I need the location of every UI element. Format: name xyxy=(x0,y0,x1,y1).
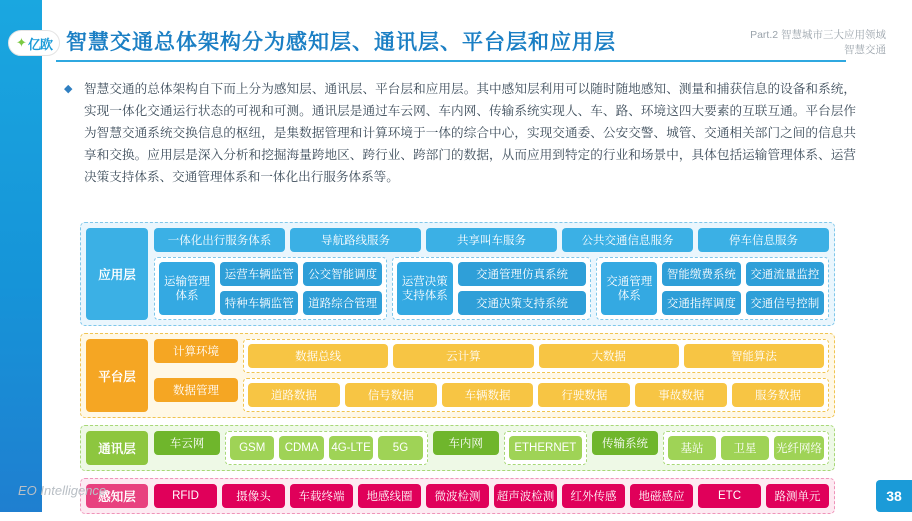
app-service-cell: 公共交通信息服务 xyxy=(562,228,693,252)
platform-cell: 道路数据 xyxy=(248,383,340,407)
communication-row xyxy=(154,431,829,465)
layer-application xyxy=(80,222,835,326)
sensing-cell: 路测单元 xyxy=(766,484,829,508)
body-paragraph xyxy=(66,78,856,188)
app-group-transport xyxy=(154,257,387,320)
platform-row-head: 数据管理 xyxy=(154,378,238,402)
platform-cell: 信号数据 xyxy=(345,383,437,407)
app-service-cell: 一体化出行服务体系 xyxy=(154,228,285,252)
app-group-cell: 交通信号控制 xyxy=(746,291,824,315)
platform-cell: 大数据 xyxy=(539,344,679,368)
app-service-cell: 导航路线服务 xyxy=(290,228,421,252)
layer-communication-label: 通讯层 xyxy=(86,431,148,465)
sensing-cell: ETC xyxy=(698,484,761,508)
application-groups-row xyxy=(154,257,829,320)
leaf-icon: ✦ xyxy=(16,35,27,50)
app-group-label: 交通管理体系 xyxy=(601,262,657,315)
platform-cell: 云计算 xyxy=(393,344,533,368)
architecture-diagram xyxy=(80,222,835,521)
platform-cell: 数据总线 xyxy=(248,344,388,368)
sensing-cell: RFID xyxy=(154,484,217,508)
app-group-cell: 交通决策支持系统 xyxy=(458,291,586,315)
app-group-cell: 智能缴费系统 xyxy=(662,262,740,286)
brand-name: 亿欧 xyxy=(27,36,52,52)
layer-sensing xyxy=(80,478,835,514)
bullet-icon: ◆ xyxy=(64,83,73,95)
comm-cell: 5G xyxy=(378,436,422,460)
app-group-cell: 运营车辆监管 xyxy=(220,262,298,286)
page-number-badge: 38 xyxy=(876,480,912,512)
footer-brand: EO Intelligence xyxy=(18,483,107,498)
header-section-label xyxy=(750,28,886,58)
platform-cell: 智能算法 xyxy=(684,344,824,368)
app-group-cell: 交通管理仿真系统 xyxy=(458,262,586,286)
app-group-label: 运营决策支持体系 xyxy=(397,262,453,315)
comm-group-head: 车内网 xyxy=(433,431,499,455)
page-title: 智慧交通总体架构分为感知层、通讯层、平台层和应用层 xyxy=(66,31,616,54)
app-service-cell: 共享叫车服务 xyxy=(426,228,557,252)
comm-cell: CDMA xyxy=(279,436,323,460)
left-accent-band xyxy=(0,0,42,512)
body-paragraph-text: 智慧交通的总体架构自下而上分为感知层、通讯层、平台层和应用层。其中感知层利用可以随时随地感知、测量和捕获信息的设备和系统，实现一体化交通运行状态的可视和可测。通讯层是通过车云网、车内网、传输系统实现人、车、路、环境这四大要素的互联互通。平台层作为智慧交通系统交换信息的枢纽，是集数据管理和计算环境于一体的综合中心，实现交通委、公安交警、城管、交通相关部门之间的信息共享和交换。应用层是深入分析和挖掘海量跨地区、跨行业、跨部门的数据，从而应用到特定的行业和场景中，具体包括运输管理体系、运营决策支持体系、交通管理体系和一体化出行服务体系等。 xyxy=(84,82,856,184)
layer-application-label: 应用层 xyxy=(86,228,148,320)
comm-cell: 卫星 xyxy=(721,436,769,460)
comm-group-head: 传输系统 xyxy=(592,431,658,455)
sensing-cell: 地感线圈 xyxy=(358,484,421,508)
app-group-cell: 交通流量监控 xyxy=(746,262,824,286)
comm-cell: 光纤网络 xyxy=(774,436,824,460)
brand-logo xyxy=(8,30,60,56)
comm-cell: 4G-LTE xyxy=(329,436,373,460)
layer-platform-label: 平台层 xyxy=(86,339,148,412)
app-group-decision xyxy=(392,257,591,320)
platform-compute-row xyxy=(154,339,829,373)
layer-platform xyxy=(80,333,835,418)
platform-cell: 服务数据 xyxy=(732,383,824,407)
app-group-cell: 特种车辆监管 xyxy=(220,291,298,315)
sensing-cell: 红外传感 xyxy=(562,484,625,508)
comm-group-head: 车云网 xyxy=(154,431,220,455)
sensing-row xyxy=(154,484,829,508)
sensing-cell: 微波检测 xyxy=(426,484,489,508)
sensing-cell: 地磁感应 xyxy=(630,484,693,508)
title-underline xyxy=(56,60,846,62)
app-group-label: 运输管理体系 xyxy=(159,262,215,315)
sensing-cell: 车载终端 xyxy=(290,484,353,508)
header-part-label: Part.2 智慧城市三大应用领域 xyxy=(750,29,886,41)
platform-cell: 行驶数据 xyxy=(538,383,630,407)
application-top-row xyxy=(154,228,829,252)
comm-cell: 基站 xyxy=(668,436,716,460)
comm-cell: GSM xyxy=(230,436,274,460)
header-topic-label: 智慧交通 xyxy=(844,44,886,56)
app-group-cell: 交通指挥调度 xyxy=(662,291,740,315)
app-service-cell: 停车信息服务 xyxy=(698,228,829,252)
sensing-cell: 超声波检测 xyxy=(494,484,557,508)
app-group-traffic xyxy=(596,257,829,320)
app-group-cell: 道路综合管理 xyxy=(303,291,381,315)
layer-sensing-label: 感知层 xyxy=(86,484,148,508)
comm-cell: ETHERNET xyxy=(509,436,582,460)
platform-row-head: 计算环境 xyxy=(154,339,238,363)
app-group-cell: 公交智能调度 xyxy=(303,262,381,286)
sensing-cell: 摄像头 xyxy=(222,484,285,508)
platform-cell: 车辆数据 xyxy=(442,383,534,407)
platform-data-row xyxy=(154,378,829,412)
platform-cell: 事故数据 xyxy=(635,383,727,407)
layer-communication xyxy=(80,425,835,471)
